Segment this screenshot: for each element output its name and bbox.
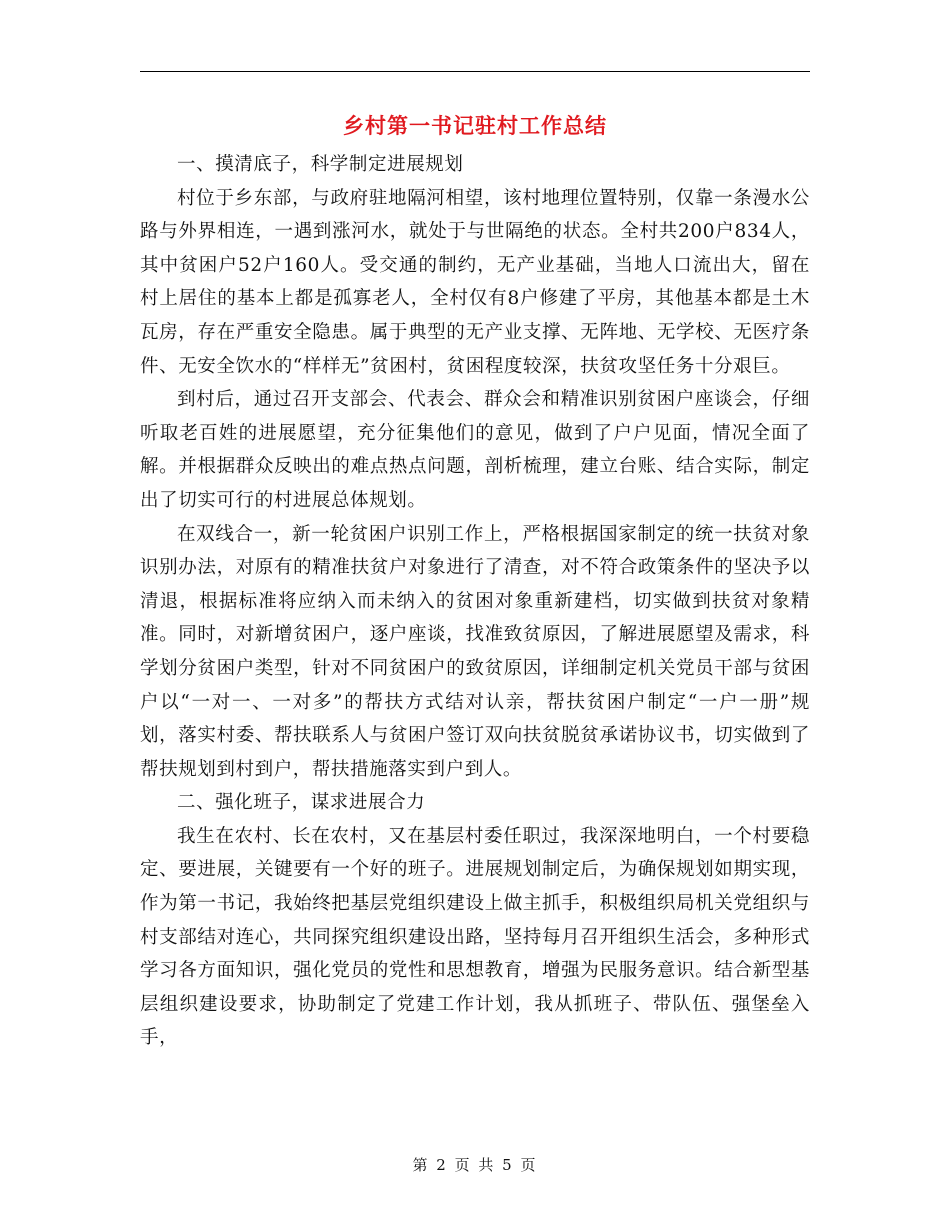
section-heading: 一、摸清底子，科学制定进展规划 bbox=[177, 154, 464, 175]
body-paragraph: 在双线合一，新一轮贫困户识别工作上，严格根据国家制定的统一扶贫对象识别办法，对原有的精准扶贫户对象进行了清查，对不符合政策条件的坚决予以清退，根据标准将应纳入而未纳入的贫困对象重新建档，切实做到扶贫对象精准。同时，对新增贫困户，逐户座谈，找准致贫原因，了解进展愿望及需求，科学划分贫困户类型，针对不同贫困户的致贫原因，详细制定机关党员干部与贫困户以“一对一、一对多”的帮扶方式结对认亲，帮扶贫困户制定“一户一册”规划，落实村委、帮扶联系人与贫困户签订双向扶贫脱贫承诺协议书，切实做到了帮扶规划到村到户，帮扶措施落实到户到人。 bbox=[140, 523, 810, 780]
section-heading: 二、强化班子，谋求进展合力 bbox=[177, 792, 426, 814]
page-footer: 第 2 页 共 5 页 bbox=[412, 1156, 538, 1174]
body-paragraph: 村位于乡东部，与政府驻地隔河相望，该村地理位置特别，仅靠一条漫水公路与外界相连，一遇到涨河水，就处于与世隔绝的状态。全村共200户834人，其中贫困户52户160人。受交通的制约，无产业基础，当地人口流出大，留在村上居住的基本上都是孤寡老人，全村仅有8户修建了平房，其他基本都是土木瓦房，存在严重安全隐患。属于典型的无产业支撑、无阵地、无学校、无医疗条件、无安全饮水的“样样无”贫困村，贫困程度较深，扶贫攻坚任务十分艰巨。 bbox=[140, 187, 810, 377]
document-body bbox=[140, 148, 810, 1055]
body-paragraph: 我生在农村、长在农村，又在基层村委任职过，我深深地明白，一个村要稳定、要进展，关键要有一个好的班子。进展规划制定后，为确保规划如期实现，作为第一书记，我始终把基层党组织建设上做主抓手，积极组织局机关党组织与村支部结对连心，共同探究组织建设出路，坚持每月召开组织生活会，多种形式学习各方面知识，强化党员的党性和思想教育，增强为民服务意识。结合新型基层组织建设要求，协助制定了党建工作计划，我从抓班子、带队伍、强堡垒入手， bbox=[140, 825, 810, 1049]
header-rule bbox=[140, 71, 810, 72]
document-title: 乡村第一书记驻村工作总结 bbox=[343, 113, 607, 138]
body-paragraph: 到村后，通过召开支部会、代表会、群众会和精准识别贫困户座谈会，仔细听取老百姓的进展愿望，充分征集他们的意见，做到了户户见面，情况全面了解。并根据群众反映出的难点热点问题，剖析梳理，建立台账、结合实际，制定出了切实可行的村进展总体规划。 bbox=[140, 389, 810, 511]
